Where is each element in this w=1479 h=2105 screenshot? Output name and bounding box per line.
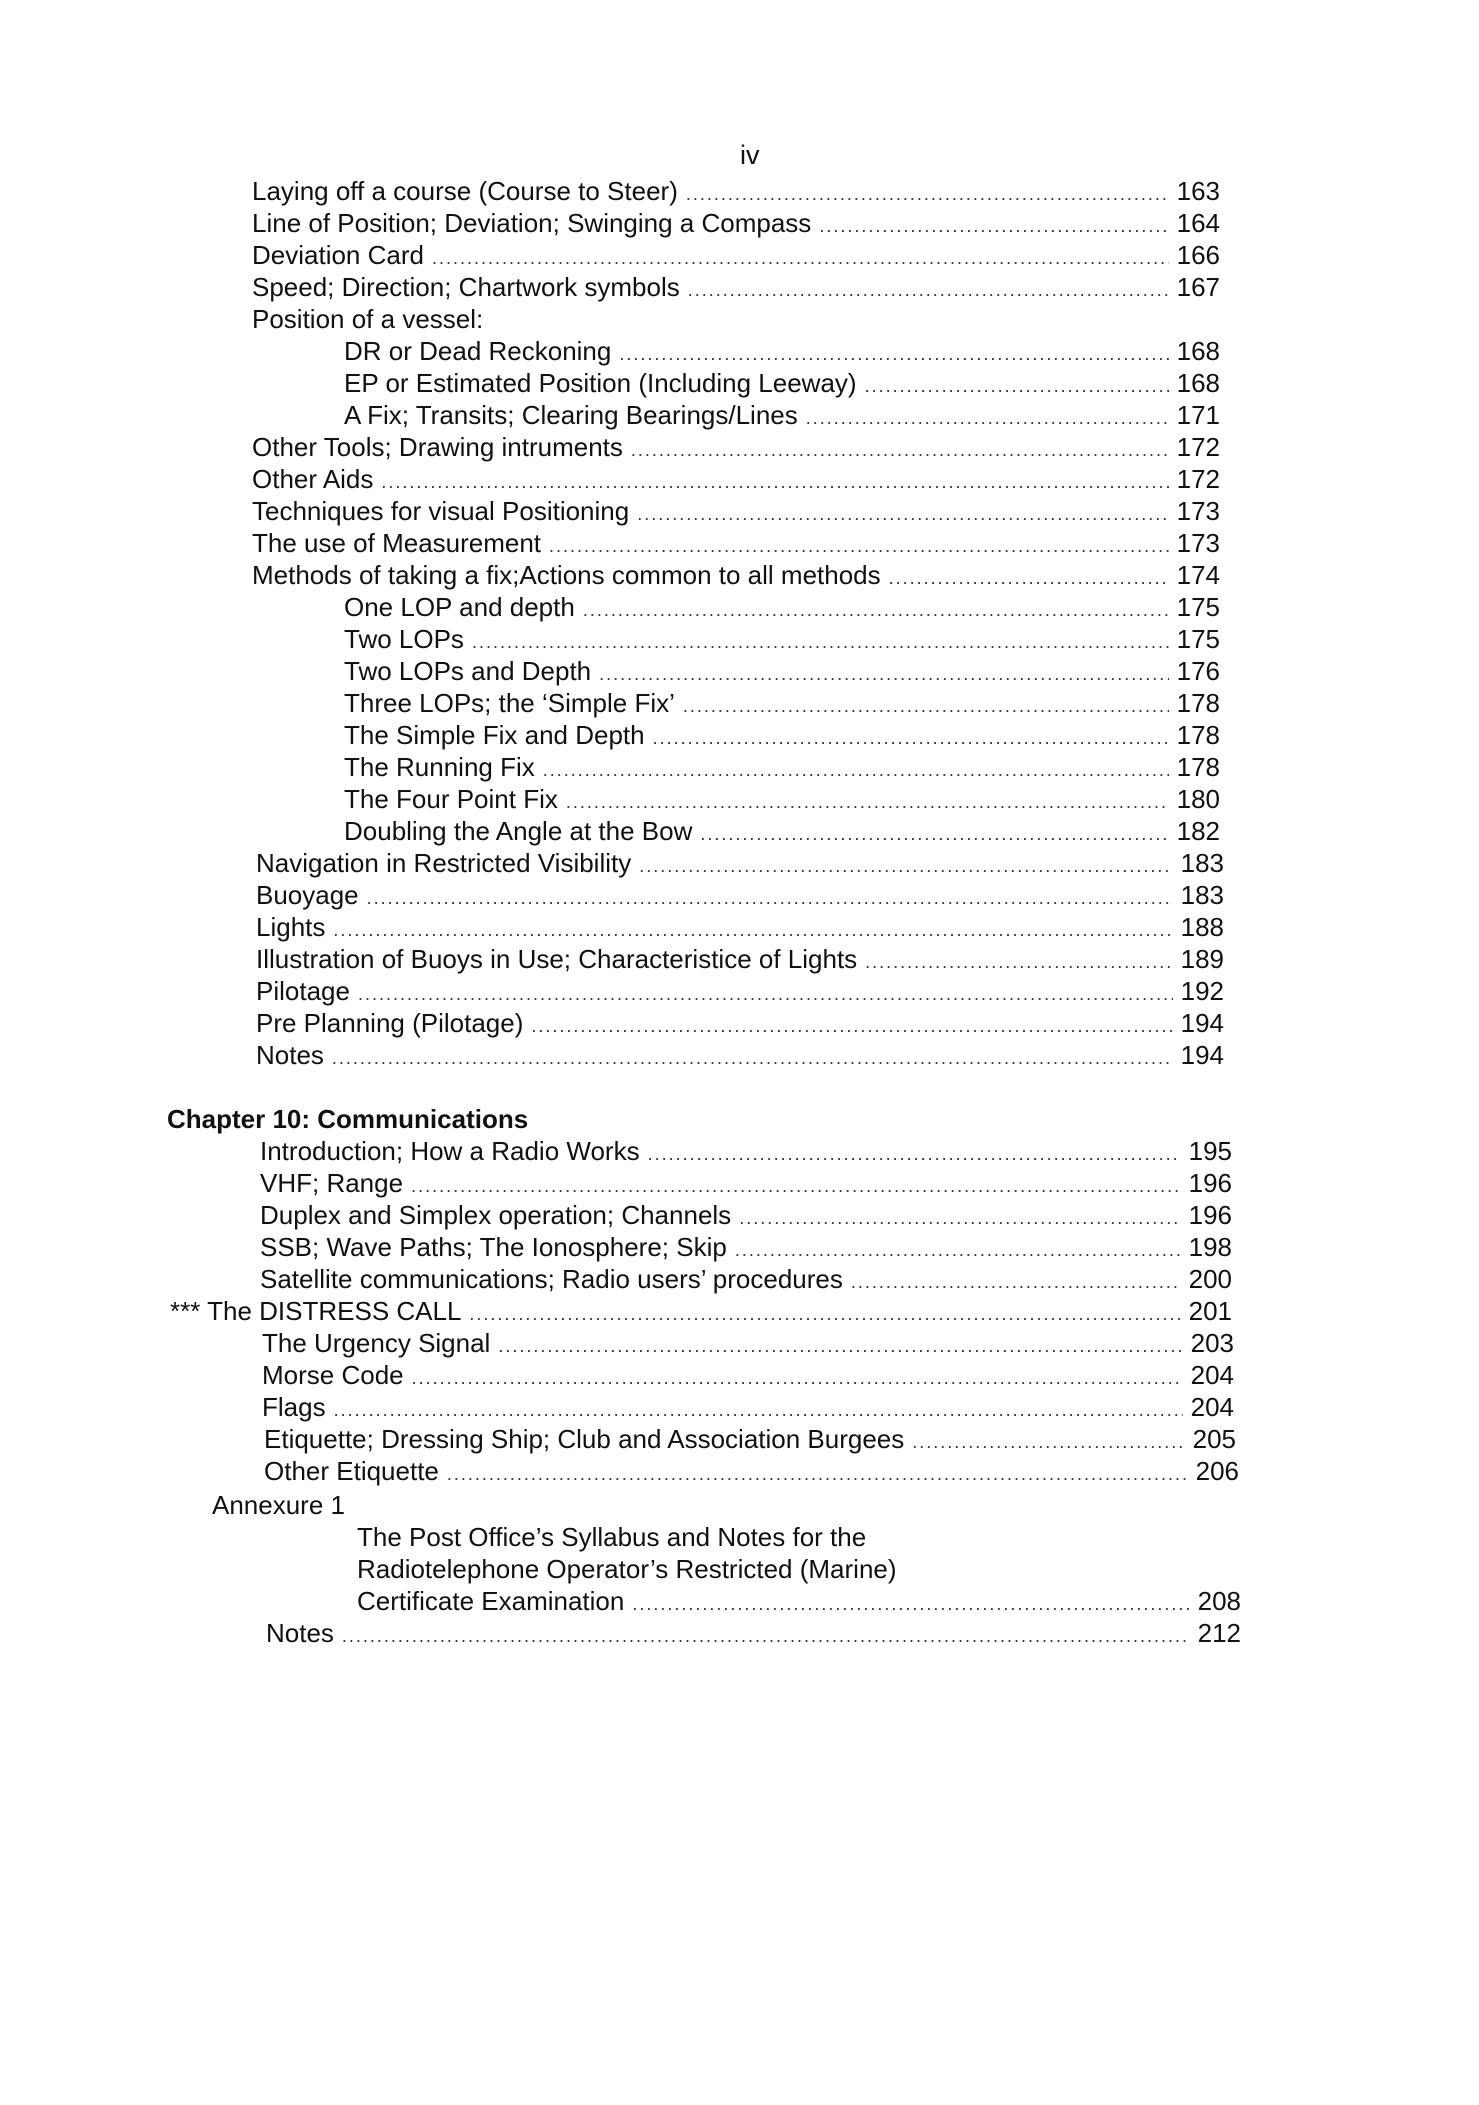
toc-entry: Other Etiquette ..... 206 xyxy=(264,1455,1239,1490)
toc-entry: Other Aids ..... 172 xyxy=(252,463,1220,498)
toc-entry: Lights ..... 188 xyxy=(256,911,1224,946)
toc-entry: Duplex and Simplex operation; Channels ..... 196 xyxy=(260,1199,1232,1234)
toc-entry: EP or Estimated Position (Including Leeway) ..... 168 xyxy=(344,367,1220,402)
toc-entry: Morse Code ..... 204 xyxy=(262,1359,1234,1394)
page-number: iv xyxy=(740,140,760,170)
toc-entry: Techniques for visual Positioning ..... 173 xyxy=(252,495,1220,530)
toc-subheading: Position of a vessel: xyxy=(252,304,484,334)
toc-entry: Certificate Examination ..... 208 xyxy=(357,1585,1241,1620)
toc-entry: Notes ..... 212 xyxy=(266,1617,1241,1652)
toc-entry: Three LOPs; the ‘Simple Fix’ ..... 178 xyxy=(344,687,1220,722)
toc-entry: A Fix; Transits; Clearing Bearings/Lines ..... 171 xyxy=(344,399,1220,434)
toc-entry-distress-call: *** The DISTRESS CALL ..... 201 xyxy=(170,1295,1232,1330)
chapter-title: Chapter 10: Communications xyxy=(167,1104,529,1134)
toc-entry: DR or Dead Reckoning ..... 168 xyxy=(344,335,1220,370)
toc-entry: Etiquette; Dressing Ship; Club and Association Burgees ..... 205 xyxy=(264,1423,1236,1458)
toc-entry: One LOP and depth ..... 175 xyxy=(344,591,1220,626)
toc-entry: Speed; Direction; Chartwork symbols ..... 167 xyxy=(252,271,1220,306)
toc-entry: Pre Planning (Pilotage) ..... 194 xyxy=(256,1007,1224,1042)
toc-entry: The Four Point Fix ..... 180 xyxy=(344,783,1220,818)
toc-entry: Two LOPs ..... 175 xyxy=(344,623,1220,658)
toc-entry: Navigation in Restricted Visibility ..... 183 xyxy=(256,847,1224,882)
toc-entry: SSB; Wave Paths; The Ionosphere; Skip ..... 198 xyxy=(260,1231,1232,1266)
toc-entry: Introduction; How a Radio Works ..... 195 xyxy=(260,1135,1232,1170)
toc-entry: Deviation Card ..... 166 xyxy=(252,239,1220,274)
toc-entry: The use of Measurement ..... 173 xyxy=(252,527,1220,562)
toc-entry: Buoyage ..... 183 xyxy=(256,879,1224,914)
toc-entry: Other Tools; Drawing intruments ..... 172 xyxy=(252,431,1220,466)
toc-entry: Methods of taking a fix;Actions common to all methods ..... 174 xyxy=(252,559,1220,594)
toc-entry: Two LOPs and Depth ..... 176 xyxy=(344,655,1220,690)
toc-entry: Flags ..... 204 xyxy=(262,1391,1234,1426)
toc-entry: The Simple Fix and Depth ..... 178 xyxy=(344,719,1220,754)
toc-entry: Satellite communications; Radio users’ procedures ..... 200 xyxy=(260,1263,1232,1298)
toc-entry: The Urgency Signal ..... 203 xyxy=(262,1327,1234,1362)
toc-entry: Line of Position; Deviation; Swinging a Compass ..... 164 xyxy=(252,207,1220,242)
annexure-line: The Post Office’s Syllabus and Notes for the xyxy=(357,1522,867,1552)
toc-entry: Doubling the Angle at the Bow ..... 182 xyxy=(344,815,1220,850)
toc-entry: Illustration of Buoys in Use; Characteristice of Lights ..... 189 xyxy=(256,943,1224,978)
toc-entry: Notes ..... 194 xyxy=(256,1039,1224,1074)
annexure-title: Annexure 1 xyxy=(212,1490,345,1520)
toc-entry: The Running Fix ..... 178 xyxy=(344,751,1220,786)
toc-entry: Laying off a course (Course to Steer) ..... 163 xyxy=(252,175,1220,210)
toc-entry: Pilotage ..... 192 xyxy=(256,975,1224,1010)
toc-entry: VHF; Range ..... 196 xyxy=(260,1167,1232,1202)
annexure-line: Radiotelephone Operator’s Restricted (Marine) xyxy=(357,1554,897,1584)
